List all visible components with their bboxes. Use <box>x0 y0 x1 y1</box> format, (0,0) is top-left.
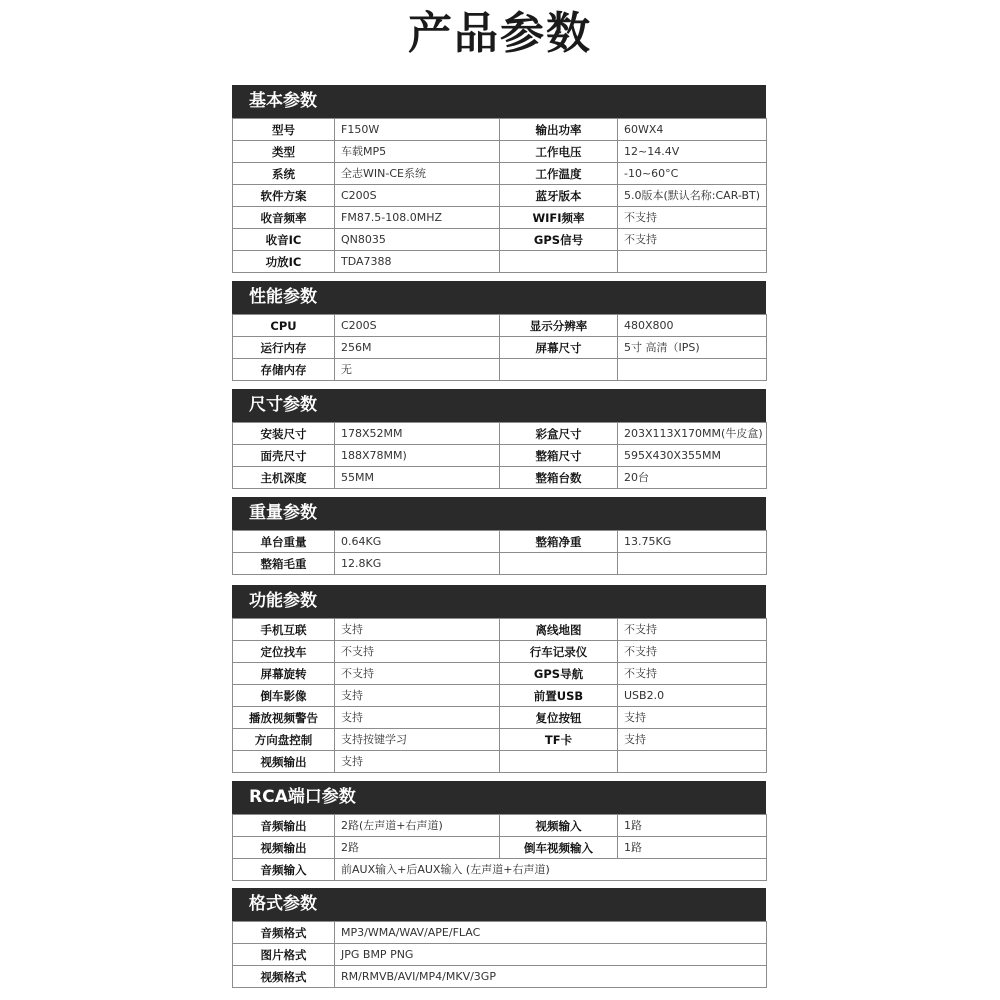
spec-table <box>232 921 767 988</box>
param-label: 手机互联 <box>233 619 335 641</box>
table-row <box>233 445 767 467</box>
param-label: 整箱毛重 <box>233 553 335 575</box>
param-label: 前置USB <box>500 685 618 707</box>
param-label: 定位找车 <box>233 641 335 663</box>
param-label: 方向盘控制 <box>233 729 335 751</box>
table-row <box>233 207 767 229</box>
param-label: 倒车视频输入 <box>500 837 618 859</box>
table-row <box>233 619 767 641</box>
param-value: 无 <box>335 359 500 381</box>
table-row <box>233 141 767 163</box>
table-row <box>233 641 767 663</box>
param-value: 12.8KG <box>335 553 500 575</box>
page-title: 产品参数 <box>408 8 592 59</box>
param-value: 5寸 高清（IPS) <box>618 337 767 359</box>
param-value: RM/RMVB/AVI/MP4/MKV/3GP <box>335 966 767 988</box>
section-title: 格式参数 <box>232 888 766 921</box>
param-value: 1路 <box>618 815 767 837</box>
param-value: 13.75KG <box>618 531 767 553</box>
param-label: 运行内存 <box>233 337 335 359</box>
param-value: 256M <box>335 337 500 359</box>
param-value: 不支持 <box>618 207 767 229</box>
param-value: 全志WIN-CE系统 <box>335 163 500 185</box>
param-label: 彩盒尺寸 <box>500 423 618 445</box>
param-label: 工作温度 <box>500 163 618 185</box>
table-row <box>233 685 767 707</box>
param-label: 倒车影像 <box>233 685 335 707</box>
param-label: 图片格式 <box>233 944 335 966</box>
spec-table <box>232 118 767 273</box>
table-row <box>233 944 767 966</box>
param-value: 178X52MM <box>335 423 500 445</box>
param-value: F150W <box>335 119 500 141</box>
section-size <box>232 389 766 489</box>
table-row <box>233 423 767 445</box>
param-label: 复位按钮 <box>500 707 618 729</box>
param-label: 屏幕尺寸 <box>500 337 618 359</box>
param-value: 20台 <box>618 467 767 489</box>
param-label: 存储内存 <box>233 359 335 381</box>
param-value: 支持 <box>335 707 500 729</box>
param-label: 音频格式 <box>233 922 335 944</box>
param-value <box>618 359 767 381</box>
param-label: 单台重量 <box>233 531 335 553</box>
param-value: 5.0版本(默认名称:CAR-BT) <box>618 185 767 207</box>
section-title: 功能参数 <box>232 585 766 618</box>
table-row <box>233 359 767 381</box>
param-label: GPS信号 <box>500 229 618 251</box>
param-value: 0.64KG <box>335 531 500 553</box>
param-label: 整箱尺寸 <box>500 445 618 467</box>
param-value <box>618 751 767 773</box>
param-value: -10~60°C <box>618 163 767 185</box>
param-label: 主机深度 <box>233 467 335 489</box>
param-value: C200S <box>335 185 500 207</box>
section-title: RCA端口参数 <box>232 781 766 814</box>
param-label: 型号 <box>233 119 335 141</box>
param-value: 前AUX输入+后AUX输入 (左声道+右声道) <box>335 859 767 881</box>
section-title: 尺寸参数 <box>232 389 766 422</box>
table-row <box>233 531 767 553</box>
param-value: TDA7388 <box>335 251 500 273</box>
spec-table <box>232 814 767 881</box>
table-row <box>233 251 767 273</box>
table-row <box>233 229 767 251</box>
spec-table <box>232 314 767 381</box>
param-label: 整箱台数 <box>500 467 618 489</box>
param-value: 支持 <box>335 619 500 641</box>
param-label <box>500 359 618 381</box>
param-value: 支持 <box>618 729 767 751</box>
section-function <box>232 585 766 773</box>
param-value: 不支持 <box>618 229 767 251</box>
param-value <box>618 553 767 575</box>
param-label: 视频输入 <box>500 815 618 837</box>
param-value: FM87.5-108.0MHZ <box>335 207 500 229</box>
param-label <box>500 251 618 273</box>
param-value: QN8035 <box>335 229 500 251</box>
param-value: MP3/WMA/WAV/APE/FLAC <box>335 922 767 944</box>
param-label: 功放IC <box>233 251 335 273</box>
param-value: JPG BMP PNG <box>335 944 767 966</box>
table-row <box>233 729 767 751</box>
section-format <box>232 888 766 988</box>
param-value: 支持 <box>618 707 767 729</box>
param-value: 2路(左声道+右声道) <box>335 815 500 837</box>
param-label: 视频输出 <box>233 751 335 773</box>
param-label: 视频格式 <box>233 966 335 988</box>
param-label: 音频输出 <box>233 815 335 837</box>
param-value: 支持 <box>335 751 500 773</box>
table-row <box>233 467 767 489</box>
table-row <box>233 663 767 685</box>
param-value: 车载MP5 <box>335 141 500 163</box>
section-title: 基本参数 <box>232 85 766 118</box>
section-performance <box>232 281 766 381</box>
param-label: 视频输出 <box>233 837 335 859</box>
param-value: 不支持 <box>618 663 767 685</box>
param-value: 支持 <box>335 685 500 707</box>
param-label: 行车记录仪 <box>500 641 618 663</box>
spec-table <box>232 422 767 489</box>
param-value: 12~14.4V <box>618 141 767 163</box>
param-label: 整箱净重 <box>500 531 618 553</box>
param-label: 输出功率 <box>500 119 618 141</box>
param-value <box>618 251 767 273</box>
param-label: 软件方案 <box>233 185 335 207</box>
param-value: 支持按键学习 <box>335 729 500 751</box>
section-basic <box>232 85 766 273</box>
table-row <box>233 553 767 575</box>
table-row <box>233 185 767 207</box>
param-value: 不支持 <box>618 641 767 663</box>
param-label: 蓝牙版本 <box>500 185 618 207</box>
param-label: TF卡 <box>500 729 618 751</box>
param-value: 188X78MM) <box>335 445 500 467</box>
param-value: 不支持 <box>618 619 767 641</box>
param-label: GPS导航 <box>500 663 618 685</box>
param-label <box>500 553 618 575</box>
table-row <box>233 707 767 729</box>
param-label: 安装尺寸 <box>233 423 335 445</box>
param-label: 离线地图 <box>500 619 618 641</box>
param-value: 595X430X355MM <box>618 445 767 467</box>
table-row <box>233 751 767 773</box>
spec-table <box>232 530 767 575</box>
param-value: 不支持 <box>335 663 500 685</box>
table-row <box>233 966 767 988</box>
table-row <box>233 119 767 141</box>
param-value: 60WX4 <box>618 119 767 141</box>
table-row <box>233 815 767 837</box>
param-label <box>500 751 618 773</box>
param-value: 480X800 <box>618 315 767 337</box>
param-label: CPU <box>233 315 335 337</box>
table-row <box>233 859 767 881</box>
table-row <box>233 837 767 859</box>
param-label: 类型 <box>233 141 335 163</box>
section-title: 性能参数 <box>232 281 766 314</box>
section-rca <box>232 781 766 881</box>
param-value: 203X113X170MM(牛皮盒) <box>618 423 767 445</box>
table-row <box>233 922 767 944</box>
param-label: 播放视频警告 <box>233 707 335 729</box>
param-label: 收音频率 <box>233 207 335 229</box>
param-value: 1路 <box>618 837 767 859</box>
table-row <box>233 337 767 359</box>
section-title: 重量参数 <box>232 497 766 530</box>
param-label: WIFI频率 <box>500 207 618 229</box>
param-label: 屏幕旋转 <box>233 663 335 685</box>
table-row <box>233 163 767 185</box>
param-label: 系统 <box>233 163 335 185</box>
param-value: 2路 <box>335 837 500 859</box>
param-value: 不支持 <box>335 641 500 663</box>
table-row <box>233 315 767 337</box>
param-value: USB2.0 <box>618 685 767 707</box>
spec-table <box>232 618 767 773</box>
param-label: 收音IC <box>233 229 335 251</box>
param-value: C200S <box>335 315 500 337</box>
param-label: 显示分辨率 <box>500 315 618 337</box>
section-weight <box>232 497 766 575</box>
param-label: 音频输入 <box>233 859 335 881</box>
param-value: 55MM <box>335 467 500 489</box>
param-label: 面壳尺寸 <box>233 445 335 467</box>
param-label: 工作电压 <box>500 141 618 163</box>
